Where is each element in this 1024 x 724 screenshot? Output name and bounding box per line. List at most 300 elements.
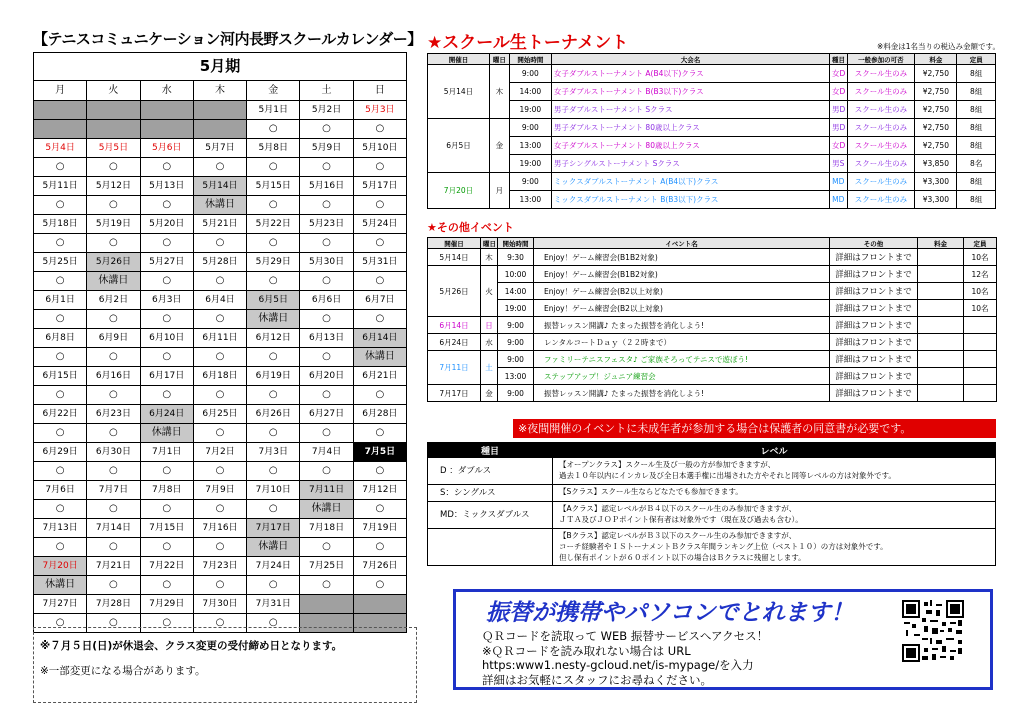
- calendar-date: 6月2日: [87, 291, 140, 310]
- calendar-mark-row: [34, 386, 407, 405]
- web-transfer-banner: [453, 589, 993, 690]
- calendar-date: 6月27日: [300, 405, 353, 424]
- event-day: 金: [489, 119, 509, 173]
- event-type: 男S: [830, 155, 848, 173]
- event-capacity: 8名: [957, 155, 996, 173]
- calendar-mark-row: [34, 158, 407, 177]
- calendar-mark: ○: [34, 462, 87, 481]
- calendar-date: 7月6日: [34, 481, 87, 500]
- tournament-header: 一般参加の可否: [847, 54, 915, 65]
- other-events-header: イベント名: [534, 238, 830, 249]
- event-capacity: [964, 334, 997, 351]
- event-time: 13:00: [509, 137, 551, 155]
- calendar-mark: ○: [300, 310, 353, 329]
- banner-line: ※ＱＲコードを読み取れない場合は URL: [482, 643, 691, 658]
- calendar-mark: ○: [247, 386, 300, 405]
- calendar-date: 6月20日: [300, 367, 353, 386]
- event-capacity: 12名: [964, 266, 997, 283]
- calendar-date: 5月8日: [247, 139, 300, 158]
- event-capacity: [964, 317, 997, 334]
- calendar-date-row: [34, 557, 407, 576]
- event-other: 詳細はフロントまで: [830, 283, 918, 300]
- event-fee: ¥2,750: [915, 65, 957, 83]
- calendar-mark: ○: [193, 348, 246, 367]
- calendar-date: 5月24日: [353, 215, 406, 234]
- event-date: 7月11日: [428, 351, 481, 385]
- calendar-date: 5月27日: [140, 253, 193, 272]
- event-capacity: 8組: [957, 173, 996, 191]
- level-line: 【オープンクラス】スクール生及び一般の方が参加できますが、: [559, 460, 776, 469]
- calendar-date: 6月9日: [87, 329, 140, 348]
- level-row: [428, 458, 996, 485]
- calendar-mark: 休講日: [247, 538, 300, 557]
- calendar-mark: ○: [353, 462, 406, 481]
- calendar-mark: [34, 120, 87, 139]
- calendar-mark: 休講日: [247, 310, 300, 329]
- calendar-mark: ○: [353, 120, 406, 139]
- calendar-mark: ○: [353, 386, 406, 405]
- calendar-date: 5月28日: [193, 253, 246, 272]
- calendar-mark: ○: [247, 272, 300, 291]
- event-day: 月: [489, 173, 509, 209]
- event-fee: [918, 317, 964, 334]
- weekday-0: 月: [34, 81, 87, 101]
- event-capacity: 8組: [957, 101, 996, 119]
- calendar-mark: ○: [193, 386, 246, 405]
- event-capacity: 8組: [957, 191, 996, 209]
- calendar-mark: ○: [34, 272, 87, 291]
- calendar-mark: ○: [247, 234, 300, 253]
- calendar-date: 5月25日: [34, 253, 87, 272]
- tournament-header: 曜日: [489, 54, 509, 65]
- event-entry: スクール生のみ: [847, 173, 915, 191]
- calendar-mark-row: [34, 234, 407, 253]
- tournament-header: 開始時間: [509, 54, 551, 65]
- level-header-type: 種目: [428, 443, 553, 458]
- other-event-row: [428, 249, 997, 266]
- calendar-mark: ○: [193, 500, 246, 519]
- calendar-mark: ○: [34, 234, 87, 253]
- calendar-mark: ○: [300, 196, 353, 215]
- level-type: [428, 528, 553, 566]
- calendar-mark-row: [34, 500, 407, 519]
- tournament-row: [428, 191, 996, 209]
- calendar-mark: ○: [247, 462, 300, 481]
- calendar-date-row: [34, 215, 407, 234]
- other-events-body: [428, 249, 997, 402]
- tournament-title: ★スクール生トーナメント: [427, 33, 629, 53]
- event-date: 6月24日: [428, 334, 481, 351]
- calendar-mark: ○: [300, 158, 353, 177]
- event-capacity: 8組: [957, 119, 996, 137]
- event-capacity: 8組: [957, 137, 996, 155]
- calendar-mark: ○: [193, 234, 246, 253]
- event-fee: ¥2,750: [915, 119, 957, 137]
- calendar-mark: ○: [353, 234, 406, 253]
- tournament-header-row: [428, 54, 996, 65]
- event-date: 6月14日: [428, 317, 481, 334]
- calendar-mark: ○: [87, 500, 140, 519]
- event-time: 9:00: [498, 385, 534, 402]
- other-event-row: [428, 368, 997, 385]
- calendar-date: 5月30日: [300, 253, 353, 272]
- calendar-mark-row: [34, 462, 407, 481]
- event-entry: スクール生のみ: [847, 155, 915, 173]
- event-type: MD: [830, 173, 848, 191]
- event-entry: スクール生のみ: [847, 83, 915, 101]
- tournament-row: [428, 137, 996, 155]
- tournament-row: [428, 155, 996, 173]
- calendar-mark: ○: [300, 234, 353, 253]
- calendar-mark: ○: [140, 196, 193, 215]
- banner-title: 振替が携帯やパソコンでとれます！: [486, 600, 854, 626]
- note-change: ※一部変更になる場合があります。: [40, 665, 206, 677]
- event-entry: スクール生のみ: [847, 137, 915, 155]
- event-time: 13:00: [509, 191, 551, 209]
- tournament-row: [428, 173, 996, 191]
- event-name: Enjoy！ゲーム練習会(B1B2対象): [534, 266, 830, 283]
- event-fee: [918, 249, 964, 266]
- calendar-mark: ○: [140, 348, 193, 367]
- calendar-date: 5月9日: [300, 139, 353, 158]
- other-event-row: [428, 283, 997, 300]
- calendar-mark: ○: [193, 310, 246, 329]
- calendar-mark: ○: [353, 196, 406, 215]
- event-entry: スクール生のみ: [847, 119, 915, 137]
- calendar-date: 6月16日: [87, 367, 140, 386]
- calendar-mark: 休講日: [193, 196, 246, 215]
- calendar-mark: ○: [300, 386, 353, 405]
- other-events-header: その他: [830, 238, 918, 249]
- event-fee: [918, 334, 964, 351]
- tournament-row: [428, 119, 996, 137]
- calendar-date: 6月25日: [193, 405, 246, 424]
- event-capacity: 10名: [964, 249, 997, 266]
- calendar-mark: ○: [34, 158, 87, 177]
- calendar-date: 5月19日: [87, 215, 140, 234]
- tournament-fee-note: ※料金は1名当りの税込み金額です。: [877, 42, 1000, 51]
- event-fee: ¥2,750: [915, 137, 957, 155]
- event-fee: ¥3,850: [915, 155, 957, 173]
- event-other: 詳細はフロントまで: [830, 266, 918, 283]
- calendar-date: 7月28日: [87, 595, 140, 614]
- event-time: 10:00: [498, 266, 534, 283]
- event-name: ミックスダブルストーナメント A(B4以下)クラス: [551, 173, 829, 191]
- calendar-date: 6月3日: [140, 291, 193, 310]
- calendar-mark: [87, 120, 140, 139]
- calendar-date: [300, 595, 353, 614]
- calendar-mark: 休講日: [300, 500, 353, 519]
- calendar-date: 7月3日: [247, 443, 300, 462]
- calendar-date: 7月5日: [353, 443, 406, 462]
- calendar-mark: ○: [34, 614, 87, 633]
- calendar-date-row: [34, 253, 407, 272]
- level-table: [427, 442, 996, 566]
- event-day: 木: [481, 249, 498, 266]
- event-time: 13:00: [498, 368, 534, 385]
- calendar-title: 【テニスコミュニケーション河内長野スクールカレンダー】: [33, 30, 422, 48]
- calendar-mark: ○: [87, 462, 140, 481]
- calendar-mark: ○: [193, 272, 246, 291]
- level-line: ＪＴＡ及びＪＯＰポイント保有者は対象外です（現在及び過去も含む）。: [559, 514, 803, 524]
- other-events-header: 定員: [964, 238, 997, 249]
- calendar-date: 6月28日: [353, 405, 406, 424]
- tournament-row: [428, 101, 996, 119]
- calendar-date: 5月4日: [34, 139, 87, 158]
- calendar-date: 7月1日: [140, 443, 193, 462]
- tournament-header: 種目: [830, 54, 848, 65]
- calendar-date: [353, 595, 406, 614]
- calendar-mark: [193, 120, 246, 139]
- calendar-date: 5月7日: [193, 139, 246, 158]
- calendar-date-row: [34, 329, 407, 348]
- event-other: 詳細はフロントまで: [830, 385, 918, 402]
- event-fee: [918, 385, 964, 402]
- banner-url[interactable]: https:www1.nesty-gcloud.net/is-mypage/を入力: [482, 658, 754, 672]
- event-name: 振替レッスン開講♪ たまった振替を消化しよう!: [534, 385, 830, 402]
- calendar-date: 7月29日: [140, 595, 193, 614]
- calendar-mark: ○: [300, 538, 353, 557]
- event-date: 5月14日: [428, 65, 490, 119]
- level-type: D ：ダブルス: [428, 458, 553, 485]
- level-description: [553, 502, 996, 529]
- calendar-date-row: [34, 101, 407, 120]
- event-time: 19:00: [509, 101, 551, 119]
- calendar-mark-row: [34, 538, 407, 557]
- calendar-date: 6月19日: [247, 367, 300, 386]
- calendar-mark: ○: [353, 538, 406, 557]
- weekday-header-row: [34, 81, 407, 101]
- calendar-mark: ○: [353, 500, 406, 519]
- calendar-notes: [33, 627, 417, 703]
- other-events-table: [427, 237, 997, 402]
- calendar-mark: 休講日: [34, 576, 87, 595]
- calendar-date: 7月2日: [193, 443, 246, 462]
- level-header-level: レベル: [553, 443, 996, 458]
- calendar-mark: ○: [87, 424, 140, 443]
- calendar-date: 5月22日: [247, 215, 300, 234]
- calendar-date: [140, 101, 193, 120]
- qr-code-icon[interactable]: [902, 600, 964, 662]
- event-capacity: [964, 351, 997, 368]
- calendar-date: 5月1日: [247, 101, 300, 120]
- event-name: ステップアップ！ジュニア練習会: [534, 368, 830, 385]
- event-other: 詳細はフロントまで: [830, 249, 918, 266]
- other-event-row: [428, 300, 997, 317]
- calendar-date: 7月12日: [353, 481, 406, 500]
- event-other: 詳細はフロントまで: [830, 317, 918, 334]
- level-line: 但し保有ポイントが６０ポイント以下の場合はＢクラスに残留とします。: [559, 552, 806, 562]
- calendar-date: 6月14日: [353, 329, 406, 348]
- calendar-mark: ○: [87, 386, 140, 405]
- calendar-mark: ○: [140, 310, 193, 329]
- calendar-date: 6月8日: [34, 329, 87, 348]
- calendar-date: 6月21日: [353, 367, 406, 386]
- calendar-mark: 休講日: [140, 424, 193, 443]
- calendar-mark: ○: [87, 538, 140, 557]
- calendar-mark: [140, 120, 193, 139]
- event-capacity: 10名: [964, 300, 997, 317]
- calendar-date: 5月12日: [87, 177, 140, 196]
- event-day: 土: [481, 351, 498, 385]
- level-type: MD：ミックスダブルス: [428, 502, 553, 529]
- event-fee: ¥2,750: [915, 101, 957, 119]
- calendar-date: 5月20日: [140, 215, 193, 234]
- calendar-date: 5月14日: [193, 177, 246, 196]
- calendar-date: 5月29日: [247, 253, 300, 272]
- calendar-mark: ○: [353, 424, 406, 443]
- calendar-mark: ○: [87, 196, 140, 215]
- calendar-mark: ○: [300, 576, 353, 595]
- calendar-date-row: [34, 443, 407, 462]
- event-fee: ¥2,750: [915, 83, 957, 101]
- calendar-mark: ○: [87, 234, 140, 253]
- note-deadline: ※７月５日(日)が休退会、クラス変更の受付締め日となります。: [40, 640, 343, 652]
- calendar-date: 6月13日: [300, 329, 353, 348]
- calendar-date: 5月3日: [353, 101, 406, 120]
- calendar-date: 7月9日: [193, 481, 246, 500]
- calendar-mark: ○: [247, 614, 300, 633]
- event-fee: [918, 266, 964, 283]
- calendar-mark: ○: [353, 310, 406, 329]
- other-events-header: 曜日: [481, 238, 498, 249]
- event-day: 水: [481, 334, 498, 351]
- calendar-date: 6月22日: [34, 405, 87, 424]
- banner-line: ＱＲコードを読取って WEB 振替サービスへアクセス！: [482, 629, 769, 643]
- calendar-mark: ○: [140, 500, 193, 519]
- calendar-mark: ○: [353, 576, 406, 595]
- calendar-date: 5月15日: [247, 177, 300, 196]
- calendar-date: 7月23日: [193, 557, 246, 576]
- calendar-date-row: [34, 291, 407, 310]
- calendar-mark: ○: [247, 500, 300, 519]
- calendar-mark-row: [34, 424, 407, 443]
- calendar-date: 6月24日: [140, 405, 193, 424]
- calendar-date: 7月10日: [247, 481, 300, 500]
- tournament-body: [428, 65, 996, 209]
- calendar-date: 7月11日: [300, 481, 353, 500]
- calendar-date: 7月16日: [193, 519, 246, 538]
- calendar-date-row: [34, 177, 407, 196]
- event-type: 女D: [830, 83, 848, 101]
- calendar-mark: ○: [247, 120, 300, 139]
- event-time: 19:00: [498, 300, 534, 317]
- level-line: 【Bクラス】認定レベルがＢ３以下のスクール生のみ参加できますが、: [559, 530, 797, 540]
- event-time: 9:00: [509, 65, 551, 83]
- calendar-date: 5月18日: [34, 215, 87, 234]
- event-capacity: 8組: [957, 65, 996, 83]
- event-time: 9:00: [498, 317, 534, 334]
- calendar-date: 6月18日: [193, 367, 246, 386]
- calendar-date: 5月23日: [300, 215, 353, 234]
- calendar-date: 5月2日: [300, 101, 353, 120]
- event-date: 5月14日: [428, 249, 481, 266]
- calendar-date: 7月27日: [34, 595, 87, 614]
- level-description: [553, 484, 996, 501]
- calendar-date: 5月5日: [87, 139, 140, 158]
- calendar-mark: ○: [247, 196, 300, 215]
- event-other: 詳細はフロントまで: [830, 368, 918, 385]
- calendar-date: [34, 101, 87, 120]
- calendar-date-row: [34, 519, 407, 538]
- calendar-mark: ○: [87, 576, 140, 595]
- event-name: Enjoy！ゲーム練習会(B1B2対象): [534, 249, 830, 266]
- calendar-mark-row: [34, 196, 407, 215]
- other-event-row: [428, 334, 997, 351]
- calendar-mark: ○: [140, 272, 193, 291]
- event-date: 7月20日: [428, 173, 490, 209]
- event-day: 火: [481, 266, 498, 317]
- level-row: [428, 528, 996, 566]
- calendar-mark: ○: [247, 348, 300, 367]
- calendar-date: 7月15日: [140, 519, 193, 538]
- calendar-date: 7月22日: [140, 557, 193, 576]
- event-time: 19:00: [509, 155, 551, 173]
- event-entry: スクール生のみ: [847, 65, 915, 83]
- calendar-mark: ○: [300, 272, 353, 291]
- calendar-mark-row: [34, 348, 407, 367]
- event-capacity: 8組: [957, 83, 996, 101]
- calendar-mark: ○: [193, 614, 246, 633]
- calendar-mark: ○: [140, 386, 193, 405]
- calendar-date: 6月10日: [140, 329, 193, 348]
- calendar-mark: ○: [34, 310, 87, 329]
- calendar-date: 5月11日: [34, 177, 87, 196]
- weekday-2: 水: [140, 81, 193, 101]
- calendar-mark: ○: [140, 614, 193, 633]
- calendar-date: 7月25日: [300, 557, 353, 576]
- event-date: 6月5日: [428, 119, 490, 173]
- level-line: 過去１０年以内にインカレ及び全日本選手権に出場された方やそれと同等レベルの方は対象外です。: [559, 470, 896, 480]
- calendar-date: 7月21日: [87, 557, 140, 576]
- weekday-1: 火: [87, 81, 140, 101]
- calendar-mark: ○: [353, 158, 406, 177]
- other-events-title: ★その他イベント: [427, 221, 514, 234]
- calendar-date: 6月7日: [353, 291, 406, 310]
- event-type: MD: [830, 191, 848, 209]
- calendar-mark-row: [34, 310, 407, 329]
- weekday-3: 木: [193, 81, 246, 101]
- calendar-mark-row: [34, 576, 407, 595]
- event-time: 9:00: [498, 334, 534, 351]
- calendar-date: [193, 101, 246, 120]
- event-fee: [918, 351, 964, 368]
- calendar-mark: ○: [140, 158, 193, 177]
- calendar-mark: ○: [300, 348, 353, 367]
- calendar-mark: ○: [353, 272, 406, 291]
- calendar-mark-row: [34, 272, 407, 291]
- calendar-date: 5月21日: [193, 215, 246, 234]
- tournament-header: 開催日: [428, 54, 490, 65]
- calendar-mark: ○: [193, 576, 246, 595]
- calendar-body: [34, 53, 407, 633]
- event-name: レンタルコートＤａｙ（２２時まで）: [534, 334, 830, 351]
- event-time: 14:00: [509, 83, 551, 101]
- event-fee: [918, 300, 964, 317]
- event-name: 女子ダブルストーナメント A(B4以下)クラス: [551, 65, 829, 83]
- calendar-mark: ○: [247, 424, 300, 443]
- event-name: ファミリーテニスフェスタ♪ ご家族そろってテニスで遊ぼう!: [534, 351, 830, 368]
- event-name: 振替レッスン開講♪ たまった振替を消化しよう!: [534, 317, 830, 334]
- event-name: 男子ダブルストーナメント Sクラス: [551, 101, 829, 119]
- event-type: 女D: [830, 65, 848, 83]
- calendar-mark: 休講日: [353, 348, 406, 367]
- other-event-row: [428, 351, 997, 368]
- calendar-date: 7月19日: [353, 519, 406, 538]
- calendar-date: [87, 101, 140, 120]
- event-name: Enjoy！ゲーム練習会(B2以上対象): [534, 283, 830, 300]
- calendar-date: 6月26日: [247, 405, 300, 424]
